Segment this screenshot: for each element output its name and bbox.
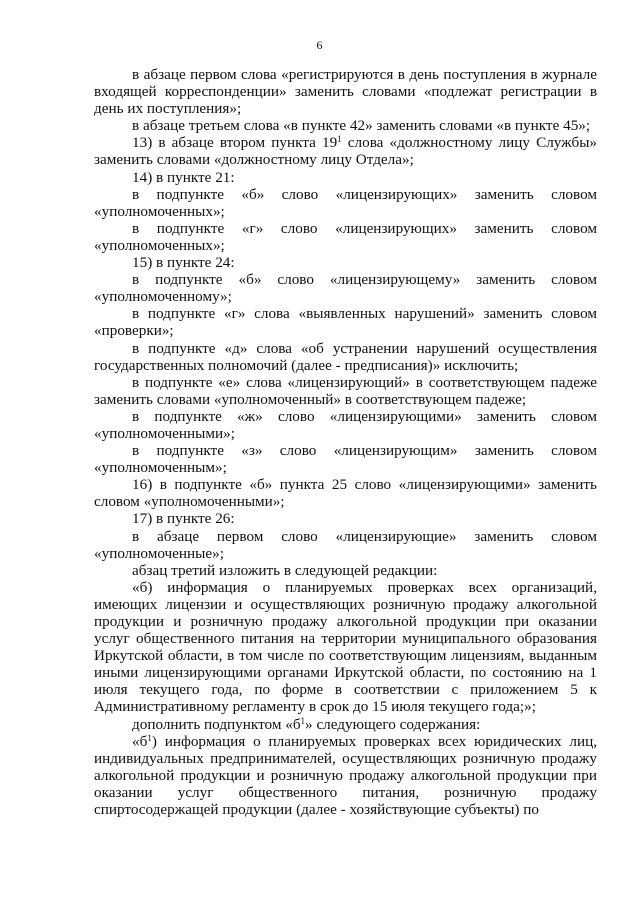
superscript-2: 1 <box>300 715 306 726</box>
document-body <box>94 66 597 818</box>
paragraph-19-start: дополнить подпунктом «б <box>132 715 301 733</box>
paragraph-8: в подпункте «б» слово «лицензирующему» заменить словом «уполномоченному»; <box>94 271 597 306</box>
paragraph-16: в абзаце первом слово «лицензирующие» заменить словом «уполномоченные»; <box>94 527 597 562</box>
paragraph-18: «б) информация о планируемых проверках всех организаций, имеющих лицензии и осуществляющих розничную продажу алкогольной продукции и розничную продажу алкогольной продукции при оказании услуг общественного питания на территории муниципального образования Иркутской области, в том числе по соответствующим лицензиям, выданным иными лицензирующими органами Иркутской области, по состоянию на 1 июля текущего года, по форме в соответствии с приложением 5 к Административному регламенту в срок до 15 июля текущего года;»; <box>94 578 597 716</box>
paragraph-19-end: » следующего содержания: <box>305 715 481 733</box>
paragraph-9: в подпункте «г» слова «выявленных нарушений» заменить словом «проверки»; <box>94 305 597 340</box>
paragraph-1: в абзаце первом слова «регистрируются в день поступления в журнале входящей корреспонденции» заменить словами «подлежат регистрации в день их поступления»; <box>94 66 597 118</box>
paragraph-20 <box>94 733 597 818</box>
paragraph-3 <box>94 134 597 168</box>
paragraph-17: абзац третий изложить в следующей редакции: <box>132 561 438 579</box>
paragraph-5: в подпункте «б» слово «лицензирующих» заменить словом «уполномоченных»; <box>94 185 597 220</box>
paragraph-19 <box>94 716 597 733</box>
paragraph-14: 16) в подпункте «б» пункта 25 слово «лицензирующими» заменить словом «уполномоченными»; <box>94 476 597 511</box>
paragraph-13: в подпункте «з» слово «лицензирующим» заменить словом «уполномоченным»; <box>94 442 597 477</box>
paragraph-3-end: слова «должностному лицу Службы» заменить словами «должностному лицу Отдела»; <box>94 134 597 169</box>
page-number: 6 <box>316 38 323 52</box>
paragraph-3-start: 13) в абзаце втором пункта 19 <box>132 134 338 152</box>
paragraph-7: 15) в пункте 24: <box>132 254 235 272</box>
paragraph-20-end: ) информация о планируемых проверках всех юридических лиц, индивидуальных предпринимателей, осуществляющих розничную продажу алкогольной продукции и розничную продажу алкогольной продукции при оказании услуг общественного питания, розничную продажу спиртосодержащей продукции (далее - хозяйствующие субъекты) по <box>94 732 597 819</box>
paragraph-10: в подпункте «д» слова «об устранении нарушений осуществления государственных полномочий (далее - предписания)» исключить; <box>94 339 597 374</box>
superscript-3: 1 <box>147 732 152 743</box>
paragraph-12: в подпункте «ж» слово «лицензирующими» заменить словом «уполномоченными»; <box>94 407 597 442</box>
paragraph-6: в подпункте «г» слово «лицензирующих» заменить словом «уполномоченных»; <box>94 219 597 254</box>
paragraph-11: в подпункте «е» слова «лицензирующий» в соответствующем падеже заменить словами «уполномоченный» в соответствующем падеже; <box>94 373 597 408</box>
paragraph-15: 17) в пункте 26: <box>132 510 235 528</box>
paragraph-2: в абзаце третьем слова «в пункте 42» заменить словами «в пункте 45»; <box>132 117 591 135</box>
superscript-1: 1 <box>337 134 342 145</box>
paragraph-4: 14) в пункте 21: <box>132 168 235 186</box>
paragraph-20-start: «б <box>132 732 148 750</box>
